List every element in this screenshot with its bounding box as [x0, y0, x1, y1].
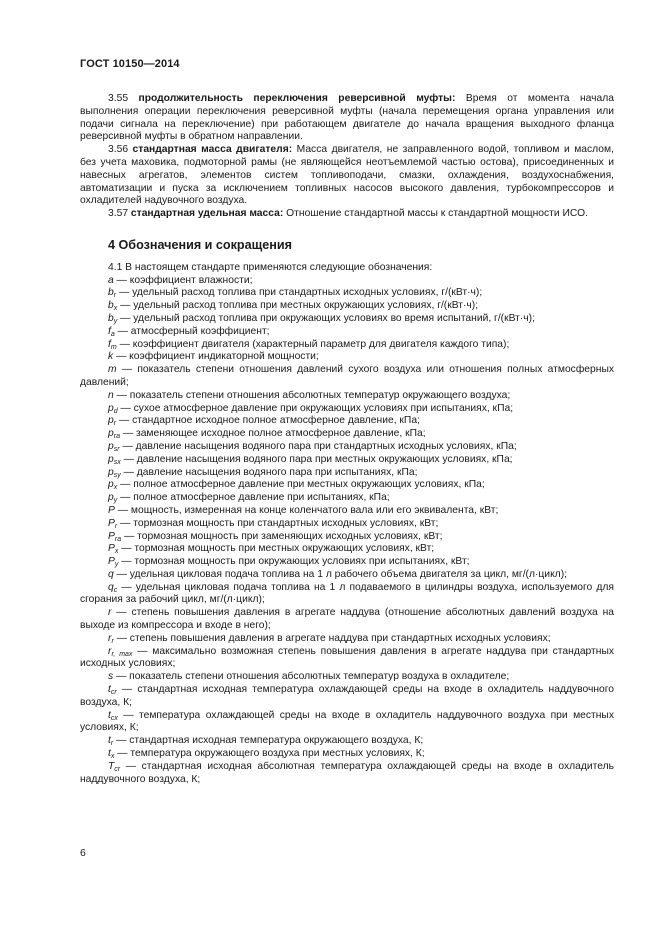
- symbol-subscript: sr: [113, 445, 120, 453]
- symbol: f: [108, 325, 111, 337]
- symbol-definition: — температура окружающего воздуха при местных условиях, К;: [114, 748, 425, 760]
- section-intro: 4.1 В настоящем стандарте применяются следующие обозначения:: [108, 261, 433, 273]
- symbol-subscript: y: [114, 561, 119, 569]
- symbol-item: [80, 646, 614, 672]
- symbol-definition: — степень повышения давления в агрегате наддува (отношение абсолютных давлений воздуха на выходе из компрессора и входе в него);: [80, 607, 614, 632]
- symbol-subscript: cr: [110, 689, 117, 697]
- symbol-item: [80, 531, 614, 544]
- symbol-subscript: d: [113, 407, 118, 415]
- symbol-definition: — удельный расход топлива при окружающих условиях во время испытаний, г/(кВт·ч);: [117, 312, 535, 324]
- symbol-definition: — стандартное исходное полное атмосферное давление, кПа;: [116, 415, 420, 427]
- symbol: P: [108, 556, 115, 568]
- symbol-definition: — давление насыщения водяного пара при стандартных исходных условиях, кПа;: [119, 440, 517, 452]
- symbol-item: [80, 339, 614, 352]
- symbol-item: [80, 428, 614, 441]
- symbol: r: [108, 607, 112, 619]
- symbol-item: [80, 351, 614, 364]
- symbol-definition: — стандартная исходная температура охлаждающей среды на входе в охладитель наддувочного воздуха, К;: [80, 684, 614, 708]
- symbol: q: [108, 581, 114, 593]
- symbol-item: [80, 633, 614, 646]
- symbol: b: [108, 287, 114, 299]
- symbol-subscript: y: [113, 317, 118, 325]
- symbol-definition: — удельная цикловая подача топлива на 1 л подаваемого в цилиндры воздуха, используемого для сгорания за рабочий цикл, мг/(л·цикл);: [80, 581, 614, 606]
- term-number: 3.56: [108, 144, 129, 156]
- symbol-definition: — показатель степени отношения давлений сухого воздуха или отношения полных атмосферных давлений;: [80, 364, 614, 388]
- symbol-definition: — удельная цикловая подача топлива на 1 л рабочего объема двигателя за цикл, мг/(л·цикл);: [113, 568, 567, 580]
- symbol: P: [108, 543, 115, 555]
- symbol-definition: — тормозная мощность при заменяющих исходных условиях, кВт;: [121, 530, 443, 542]
- symbol-subscript: y: [113, 497, 118, 505]
- symbol-item: [80, 326, 614, 339]
- symbol-definition: — давление насыщения водяного пара при испытаниях, кПа;: [120, 466, 418, 478]
- term-definition: Масса двигателя, не заправленного водой, топливом и маслом, без учета маховика, подмоторной рамы (не являющейся неотъемлемой частью остова), присоединенных и навесных агрегатов, элементов систем топливоподачи, смазки, охлаждения, воздухоснабжения, автоматизации и пуска за исключением топливных насосов высокого давления, турбокомпрессоров и охладителей надувочного воздуха.: [80, 144, 614, 207]
- term-title: стандартная масса двигателя:: [132, 144, 293, 156]
- symbol-definition: — показатель степени отношения абсолютных температур окружающего воздуха;: [113, 389, 511, 401]
- symbol: n: [108, 389, 114, 401]
- symbol: t: [108, 748, 111, 760]
- symbol: s: [108, 671, 114, 683]
- symbol: p: [108, 479, 114, 491]
- symbol: m: [108, 364, 117, 376]
- page-number: 6: [80, 847, 86, 859]
- symbol-subscript: r, max: [111, 650, 133, 658]
- symbol-subscript: r: [111, 637, 114, 645]
- symbol: r: [108, 632, 112, 644]
- symbol-subscript: x: [110, 753, 115, 761]
- symbol-item: [80, 403, 614, 416]
- symbol-item: [80, 582, 614, 608]
- symbol-item: [80, 313, 614, 326]
- symbol-item: [80, 364, 614, 390]
- symbol: p: [108, 466, 114, 478]
- symbol: p: [108, 492, 114, 504]
- symbol-definition: — коэффициент индикаторной мощности;: [113, 351, 319, 363]
- symbol: P: [108, 517, 115, 529]
- symbol-subscript: r: [113, 292, 117, 300]
- term-definition: Отношение стандартной массы к стандартной мощности ИСО.: [286, 208, 588, 220]
- symbol-item: [80, 761, 614, 787]
- symbol-item: [80, 505, 614, 518]
- symbol-subscript: r: [110, 740, 114, 748]
- symbol-item: [80, 607, 614, 633]
- symbol: T: [108, 760, 115, 772]
- term-definition: Время от момента начала выполнения операции переключения реверсивной муфты (начала перемещения органа управления или подачи сигнала на переключение) при работающем двигателе до начала вращения выходного фланца реверсивной муфты в обратном направлении.: [80, 93, 614, 143]
- symbol-definition: — температура охлаждающей среды на входе в охладитель наддувочного воздуха при местных условиях, К;: [80, 709, 614, 734]
- symbol: t: [108, 684, 111, 696]
- symbol-definition: — коэффициент влажности;: [113, 274, 253, 286]
- symbol-item: [80, 415, 614, 428]
- symbol-definition: — стандартная исходная абсолютная температура охлаждающей среды на входе в охладитель наддувочного воздуха, К;: [80, 760, 614, 785]
- terms-block: [80, 93, 614, 221]
- symbol: t: [108, 735, 111, 747]
- symbol-item: [80, 492, 614, 505]
- symbol-item: [80, 748, 614, 761]
- symbol-definition: — коэффициент двигателя (характерный параметр для двигателя каждого типа);: [116, 338, 510, 350]
- term-3-57: [80, 208, 614, 221]
- section-heading: 4 Обозначения и сокращения: [108, 237, 292, 252]
- symbol: k: [108, 351, 114, 363]
- symbol-item: [80, 479, 614, 492]
- symbol: t: [108, 709, 111, 721]
- term-number: 3.55: [108, 93, 129, 104]
- symbol-subscript: ra: [114, 535, 122, 543]
- symbol-item: [80, 556, 614, 569]
- symbol: P: [108, 530, 115, 542]
- term-title: стандартная удельная масса:: [130, 208, 284, 220]
- symbol-item: [80, 467, 614, 480]
- symbol-item: [80, 543, 614, 556]
- symbol: p: [108, 453, 114, 465]
- symbol-item: [80, 671, 614, 684]
- symbol-item: [80, 569, 614, 582]
- symbol: f: [108, 338, 111, 350]
- symbol-definition: — заменяющее исходное полное атмосферное давление, кПа;: [119, 428, 426, 440]
- symbol: q: [108, 568, 114, 580]
- document-header: ГОСТ 10150—2014: [80, 58, 180, 70]
- symbol-item: [80, 454, 614, 467]
- symbol-subscript: cx: [110, 714, 118, 722]
- symbol-item: [80, 390, 614, 403]
- symbol: a: [108, 274, 114, 286]
- symbol: r: [108, 645, 112, 657]
- term-3-56: [80, 144, 614, 208]
- symbol: P: [108, 504, 115, 516]
- symbol-subscript: r: [113, 420, 117, 428]
- symbol-item: [80, 710, 614, 736]
- symbol-item: [80, 684, 614, 710]
- document-body: [80, 93, 614, 786]
- symbol-subscript: x: [114, 548, 119, 556]
- symbol-definition: — полное атмосферное давление при испытаниях, кПа;: [117, 492, 390, 504]
- symbol-definition: — удельный расход топлива при местных окружающих условиях, г/(кВт·ч);: [117, 300, 479, 312]
- symbol-definition: — тормозная мощность при окружающих условиях при испытаниях, кВт;: [118, 556, 470, 568]
- symbol-item: [80, 300, 614, 313]
- symbol-subscript: cr: [114, 765, 121, 773]
- symbol-definition: — максимально возможная степень повышения давления в агрегате наддува при стандартных исходных условиях;: [80, 645, 615, 670]
- symbol-item: [80, 287, 614, 300]
- symbol-item: [80, 441, 614, 454]
- symbol-item: [80, 518, 614, 531]
- symbol-definition: — тормозная мощность при местных окружающих условиях, кВт;: [118, 543, 435, 555]
- symbol-subscript: m: [110, 343, 117, 351]
- symbols-container: [80, 275, 614, 787]
- term-number: 3.57: [108, 208, 129, 220]
- symbol-subscript: c: [113, 586, 118, 594]
- symbol: p: [108, 402, 114, 414]
- symbol: b: [108, 312, 114, 324]
- symbol: p: [108, 415, 114, 427]
- symbol-subscript: x: [113, 484, 118, 492]
- symbol-definition: — показатель степени отношения абсолютных температур воздуха в охладителе;: [113, 671, 510, 683]
- symbol-definition: — удельный расход топлива при стандартных исходных условиях, г/(кВт·ч);: [116, 287, 483, 299]
- symbol-definition: — степень повышения давления в агрегате наддува при стандартных исходных условиях;: [113, 632, 551, 644]
- symbol-item: [80, 275, 614, 288]
- symbol-definition: — мощность, измеренная на конце коленчатого вала или его эквивалента, кВт;: [114, 504, 499, 516]
- symbol-subscript: x: [113, 305, 118, 313]
- symbol-subscript: a: [110, 330, 115, 338]
- term-3-55: [80, 93, 614, 144]
- symbol-subscript: sx: [113, 458, 121, 466]
- symbol: p: [108, 440, 114, 452]
- symbol-definition: — атмосферный коэффициент;: [114, 325, 270, 337]
- symbol-definition: — тормозная мощность при стандартных исходных условиях, кВт;: [117, 517, 439, 529]
- symbol-subscript: sy: [113, 471, 121, 479]
- symbol: b: [108, 300, 114, 312]
- symbol-subscript: ra: [113, 433, 120, 441]
- symbol-definition: — полное атмосферное давление при местных окружающих условиях, кПа;: [117, 479, 485, 491]
- symbol-definition: — стандартная исходная температура окружающего воздуха, К;: [113, 735, 424, 747]
- symbol-definition: — сухое атмосферное давление при окружающих условиях при испытаниях, кПа;: [117, 402, 514, 414]
- symbol-item: [80, 735, 614, 748]
- symbol: p: [108, 428, 114, 440]
- symbols-list: [80, 262, 614, 787]
- term-title: продолжительность переключения реверсивной муфты:: [138, 93, 456, 104]
- symbol-subscript: r: [114, 522, 118, 530]
- symbol-definition: — давление насыщения водяного пара при местных окружающих условиях, кПа;: [120, 453, 513, 465]
